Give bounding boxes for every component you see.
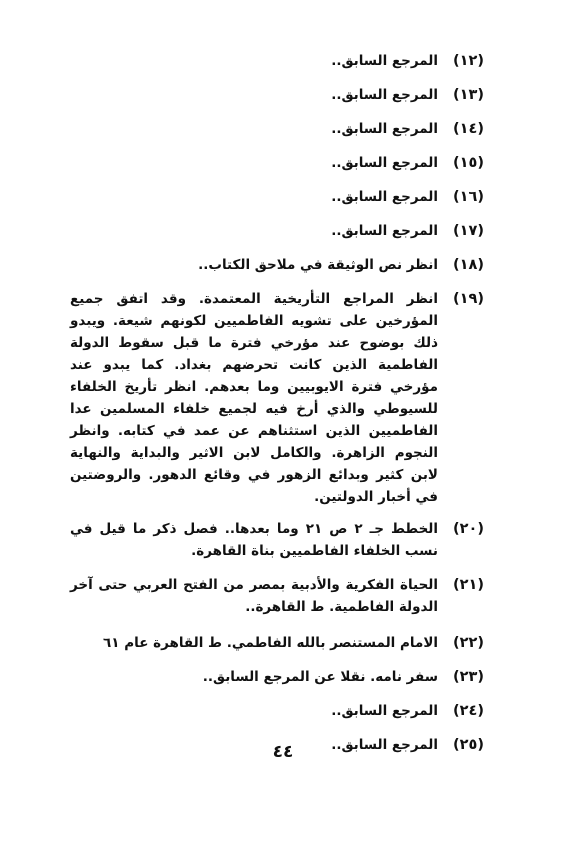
endnote-number: (٢٠) (453, 521, 484, 537)
endnote-15 (70, 152, 484, 174)
endnote-number: (١٧) (453, 223, 484, 239)
endnote-number: (٢١) (453, 577, 484, 593)
endnote-text: المرجع السابق.. (331, 703, 438, 719)
endnote-number: (٢٥) (453, 737, 484, 753)
endnote-17 (70, 220, 484, 242)
endnote-number: (١٥) (453, 155, 484, 171)
page-number: ٤٤ (272, 742, 294, 762)
endnote-text: انظر المراجع التأريخية المعتمدة. وقد اتفق جميع المؤرخين على تشويه الفاطميين لكونهم شيعة. ويبدو ذلك بوضوح عند مؤرخي فترة ما قبل سقوط الدولة الفاطمية الذين كانت تحرضهم بغداد. كما يبدو عند مؤرخي فترة الايوبيين وما بعدهم. انظر تأريخ الخلفاء للسيوطي والذي أرخ فيه لجميع خلفاء المسلمين عدا الفاطميين الذين استثناهم عن عمد في كتابه. وانظر النجوم الزاهرة. والكامل لابن الاثير والبداية والنهاية لابن كثير وبدائع الزهور في وقائع الدهور. والروضتين في أخبار الدولتين. (70, 291, 438, 505)
endnote-22 (70, 632, 484, 654)
endnote-number: (٢٣) (453, 669, 484, 685)
endnote-number: (١٣) (453, 87, 484, 103)
endnote-text: الخطط جـ ٢ ص ٢١ وما بعدها.. فصل ذكر ما قيل في نسب الخلفاء الفاطميين بناة القاهرة. (70, 521, 439, 559)
endnote-number: (١٢) (453, 53, 484, 69)
endnote-12 (70, 50, 484, 72)
endnote-text: المرجع السابق.. (331, 737, 438, 753)
endnote-text: المرجع السابق.. (331, 121, 438, 137)
endnote-text: الحياة الفكرية والأدبية بمصر من الفتح العربي حتى آخر الدولة الفاطمية. ط القاهرة.. (70, 577, 438, 615)
endnote-20 (70, 518, 484, 562)
endnote-24 (70, 700, 484, 722)
endnote-16 (70, 186, 484, 208)
endnote-text: سفر نامه. نقلا عن المرجع السابق.. (202, 669, 438, 685)
endnote-text: المرجع السابق.. (331, 87, 438, 103)
endnote-text: المرجع السابق.. (331, 53, 438, 69)
endnote-number: (٢٤) (453, 703, 484, 719)
endnote-text: الامام المستنصر بالله الفاطمي. ط القاهرة عام ٦١ (103, 635, 438, 651)
endnote-13 (70, 84, 484, 106)
endnote-text: المرجع السابق.. (331, 189, 438, 205)
endnote-text: انظر نص الوثيقة في ملاحق الكتاب.. (198, 257, 438, 273)
endnote-14 (70, 118, 484, 140)
endnote-number: (١٨) (453, 257, 484, 273)
endnote-21 (70, 574, 484, 618)
endnote-text: المرجع السابق.. (331, 223, 438, 239)
endnote-number: (١٦) (453, 189, 484, 205)
endnote-18 (70, 254, 484, 276)
endnotes-list (70, 50, 484, 756)
endnote-number: (١٤) (453, 121, 484, 137)
endnote-23 (70, 666, 484, 688)
endnote-19 (70, 288, 484, 508)
endnote-text: المرجع السابق.. (331, 155, 438, 171)
endnote-number: (٢٢) (453, 635, 484, 651)
endnote-number: (١٩) (453, 291, 484, 307)
